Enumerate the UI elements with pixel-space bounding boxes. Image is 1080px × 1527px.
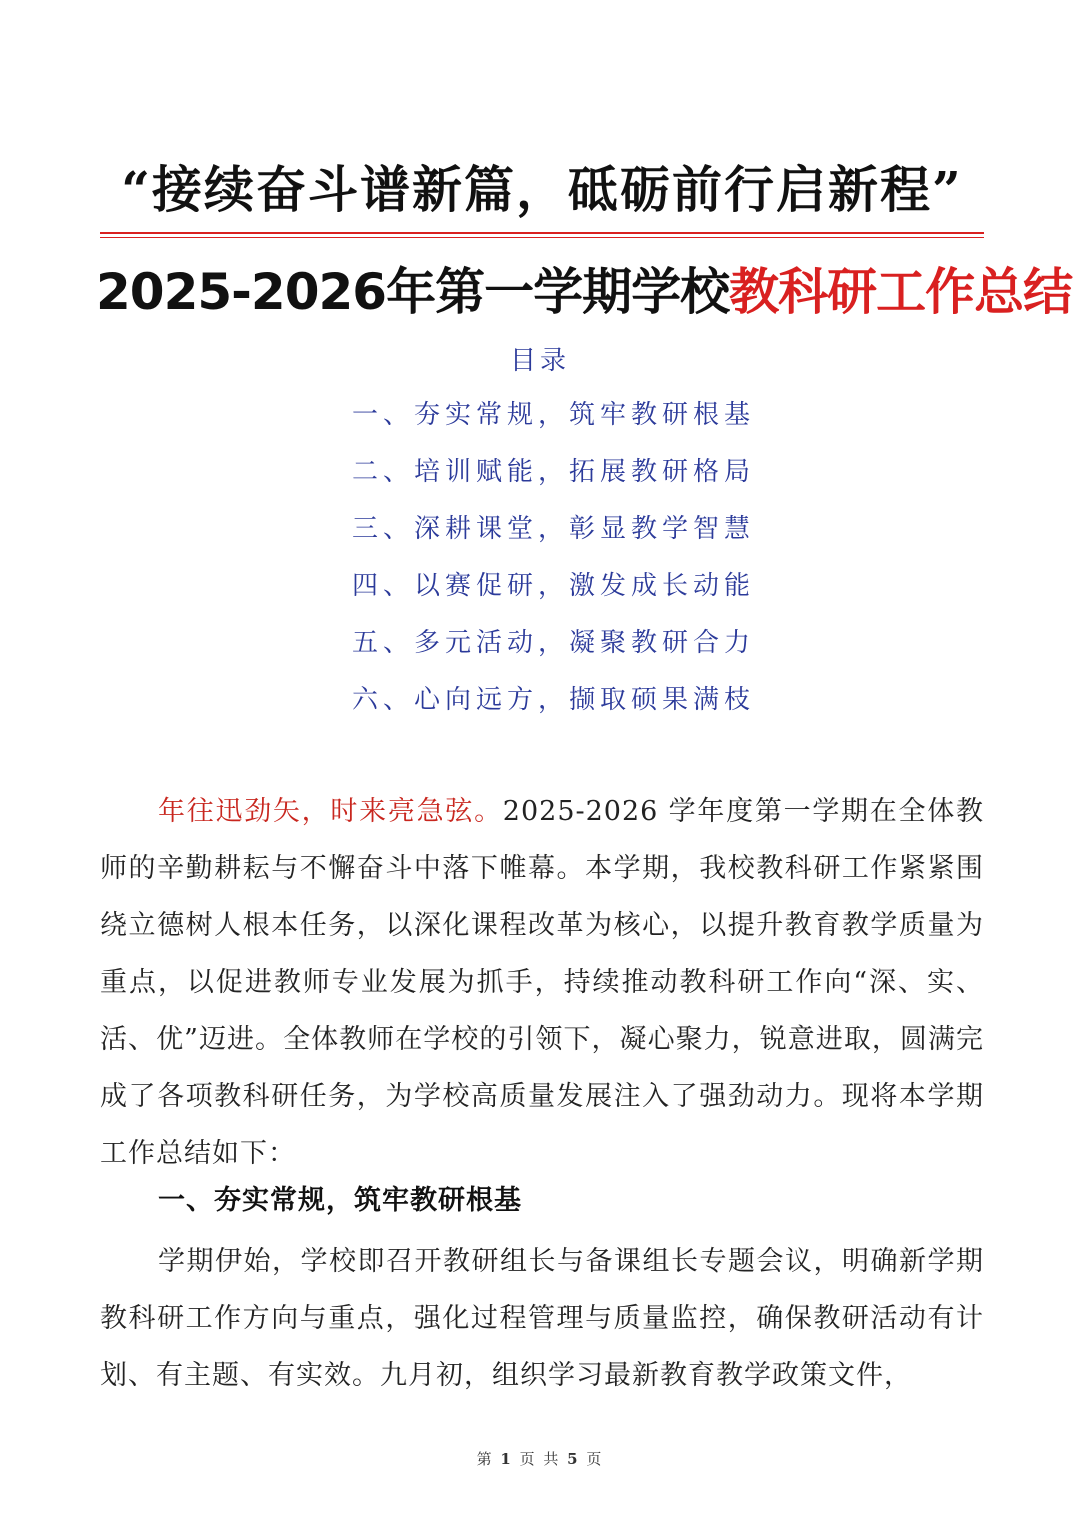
document-title bbox=[96, 252, 1073, 324]
toc-heading: 目录 bbox=[509, 346, 570, 376]
intro-text: 2025-2026 学年度第一学期在全体教师的辛勤耕耘与不懈奋斗中落下帷幕。本学期，我校教科研工作紧紧围绕立德树人根本任务，以深化课程改革为核心，以提升教育教学质量为重点，以促进教师专业发展为抓手，持续推动教科研工作向“深、实、活、优”迈进。全体教师在学校的引领下，凝心聚力，锐意进取，圆满完成了各项教科研任务，为学校高质量发展注入了强劲动力。现将本学期工作总结如下： bbox=[100, 796, 984, 1169]
toc-item-3: 三、深耕课堂，彰显教学智慧 bbox=[352, 514, 756, 544]
title-accent: 教科研工作总结 bbox=[729, 263, 1073, 321]
footer-total-pages: 5 bbox=[567, 1450, 580, 1468]
footer-middle: 页 共 bbox=[519, 1450, 561, 1468]
footer-suffix: 页 bbox=[586, 1450, 604, 1468]
toc-item-4: 四、以赛促研，激发成长动能 bbox=[352, 571, 756, 601]
footer-prefix: 第 bbox=[476, 1450, 494, 1468]
title-main: 2025-2026年第一学期学校 bbox=[96, 263, 730, 321]
slogan-headline: “接续奋斗谱新篇，砥砺前行启新程” bbox=[121, 160, 963, 219]
red-divider-thin bbox=[100, 237, 984, 238]
toc-item-2: 二、培训赋能，拓展教研格局 bbox=[352, 457, 756, 487]
footer-page-number: 1 bbox=[500, 1450, 513, 1468]
section-1-paragraph: 学期伊始，学校即召开教研组长与备课组长专题会议，明确新学期教科研工作方向与重点，强化过程管理与质量监控，确保教研活动有计划、有主题、有实效。九月初，组织学习最新教育教学政策文件， bbox=[100, 1246, 984, 1391]
section-1-heading: 一、夯实常规，筑牢教研根基 bbox=[158, 1185, 522, 1216]
intro-paragraph bbox=[100, 783, 984, 1182]
toc-item-1: 一、夯实常规，筑牢教研根基 bbox=[352, 400, 756, 430]
page-footer bbox=[0, 1448, 1080, 1469]
red-divider bbox=[100, 232, 984, 234]
toc-item-5: 五、多元活动，凝聚教研合力 bbox=[352, 628, 756, 658]
toc-item-6: 六、心向远方，撷取硕果满枝 bbox=[352, 685, 756, 715]
table-of-contents bbox=[352, 392, 755, 734]
intro-lead: 年往迅劲矢，时来亮急弦。 bbox=[158, 796, 503, 827]
